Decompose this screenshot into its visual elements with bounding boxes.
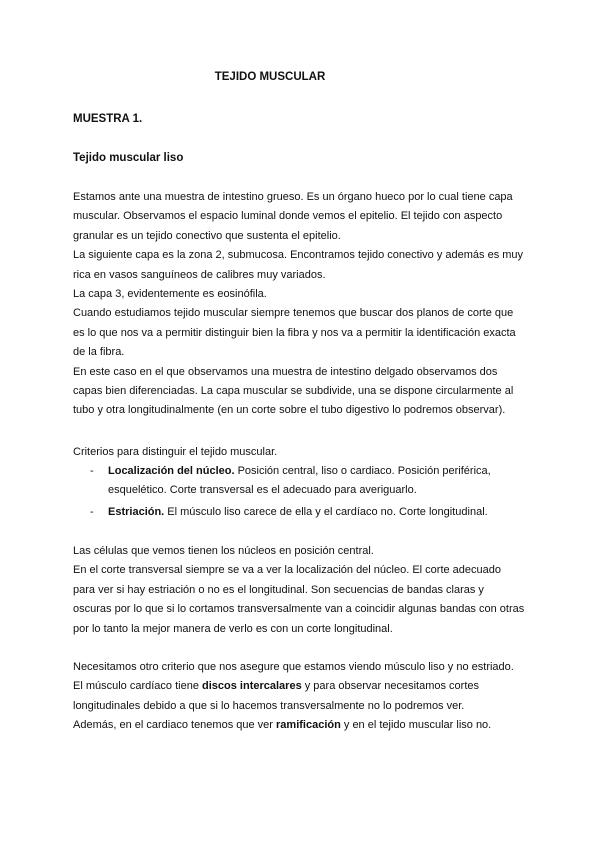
text-line: La siguiente capa es la zona 2, submucosa. Encontramos tejido conectivo y además es muy [73,249,524,262]
bullet-item-striation [108,503,528,522]
bullet-term: Localización del núcleo. [108,465,235,477]
text-line: Cuando estudiamos tejido muscular siempre tenemos que buscar dos planos de corte que [73,307,514,320]
text-line: En este caso en el que observamos una muestra de intestino delgado observamos dos [73,365,498,378]
text-line: muscular. Observamos el espacio luminal donde vemos el epitelio. El tejido con aspecto [73,210,503,223]
text-line: para ver si hay estriación o no es el longitudinal. Son secuencias de bandas claras y [73,583,484,596]
bullet-text: El músculo liso carece de ella y el cardíaco no. Corte longitudinal. [164,506,488,518]
text-line: Estamos ante una muestra de intestino grueso. Es un órgano hueco por lo cual tiene capa [73,191,513,203]
bullet-text: esquelético. Corte transversal es el adecuado para averiguarlo. [108,484,417,497]
text-line: oscuras por lo que si lo cortamos transversalmente van a coincidir algunas bandas con otras [73,603,525,616]
bold-term: ramificación [276,719,341,732]
text-line: tubo y otra longitudinalmente (en un corte sobre el tubo digestivo lo podremos observar). [73,404,506,417]
text-line: de la fibra. [73,346,125,359]
criteria-intro: Criterios para distinguir el tejido muscular. [73,446,278,458]
bullet-marker: - [90,506,94,518]
text-fragment: y para observar necesitamos cortes [301,680,479,693]
text-fragment: Además, en el cardiaco tenemos que ver [73,719,277,732]
text-line: La capa 3, evidentemente es eosinófila. [73,288,267,301]
sample-heading: MUESTRA 1. [73,113,143,125]
bullet-text: Posición central, liso o cardiaco. Posición periférica, [234,465,491,477]
bullet-marker: - [90,465,94,477]
text-line: granular es un tejido conectivo que sustenta el epitelio. [73,229,341,242]
text-line: capas bien diferenciadas. La capa muscular se subdivide, una se dispone circularmente al [73,385,514,398]
document-title: TEJIDO MUSCULAR [214,71,326,83]
paragraph-nuclei [73,542,533,639]
bold-term: discos intercalares [202,680,302,693]
text-line: es lo que nos va a permitir distinguir bien la fibra y nos va a permitir la identificación exacta [73,326,516,339]
text-line: En el corte transversal siempre se va a ver la localización del núcleo. El corte adecuado [73,564,502,577]
bullet-term: Estriación. [108,506,165,518]
paragraph-intestine [73,188,533,421]
text-line: por lo tanto la mejor manera de verlo es con un corte longitudinal. [73,622,393,635]
text-line: longitudinales debido a que si lo hacemos transversalmente no lo podremos ver. [73,699,465,712]
section-heading: Tejido muscular liso [73,152,184,164]
paragraph-cardiac [73,658,533,736]
text-fragment: El músculo cardíaco tiene [73,680,203,693]
text-line: rica en vasos sanguíneos de calibres muy variados. [73,268,326,281]
text-line: Necesitamos otro criterio que nos asegure que estamos viendo músculo liso y no estriado. [73,661,514,673]
text-line: Las células que vemos tienen los núcleos en posición central. [73,545,374,557]
bullet-item-nucleus [108,462,528,501]
text-fragment: y en el tejido muscular liso no. [340,719,492,732]
